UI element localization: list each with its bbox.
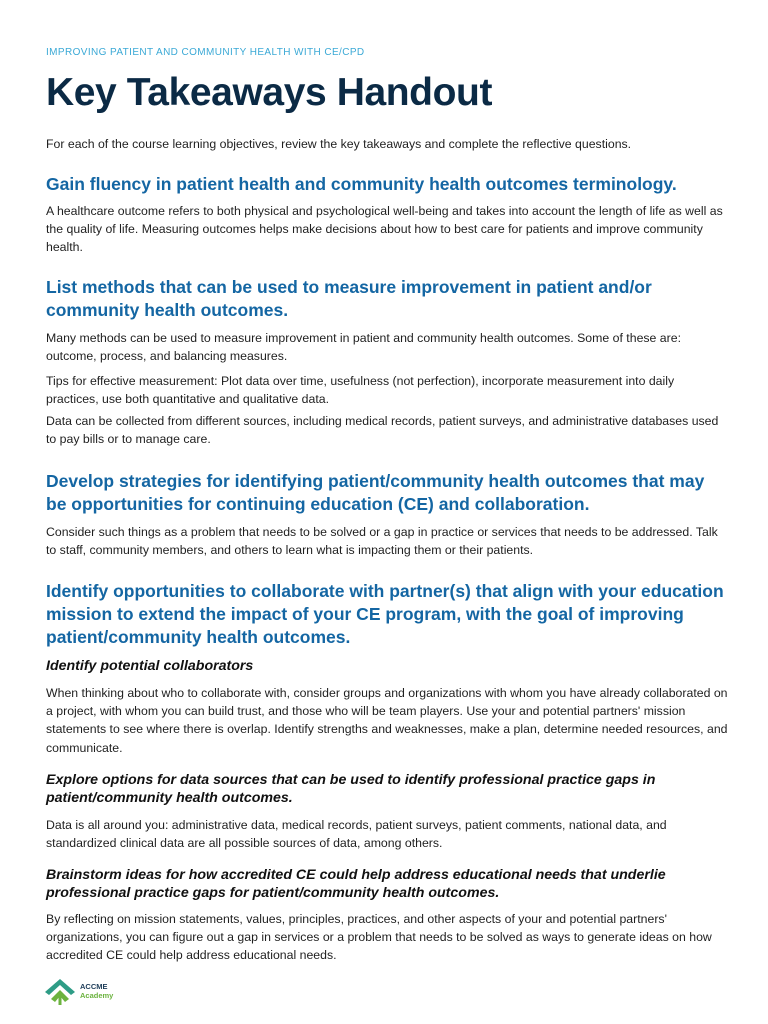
subsection-1-text: When thinking about who to collaborate with, consider groups and organizations with whom you have already collaborated on a project, with whom you can build trust, and those who will be team players. Use your and potential partners' mission statements to see where there is overlap. Identify strengths and weaknesses, make a plan, determine needed resources, and communicate.	[46, 686, 728, 755]
page-title: Key Takeaways Handout	[46, 71, 493, 114]
objective-2-heading: List methods that can be used to measure improvement in patient and/or community health outcomes.	[46, 277, 652, 320]
objective-2-text-2: Tips for effective measurement: Plot data over time, usefulness (not perfection), incorporate measurement into daily practices, use both quantitative and qualitative data.	[46, 374, 675, 407]
subsection-2-heading: Explore options for data sources that can be used to identify professional practice gaps in patient/community health outcomes.	[46, 772, 656, 806]
objective-3-text: Consider such things as a problem that needs to be solved or a gap in practice or services that needs to be addressed. Talk to staff, community members, and others to learn what is impacting them or their patients.	[46, 525, 718, 558]
objective-2-text-1: Many methods can be used to measure improvement in patient and community health outcomes. Some of these are: outcome, process, and balancing measures.	[46, 331, 681, 364]
logo-line-accme: ACCME	[80, 982, 108, 991]
objective-3-heading: Develop strategies for identifying patient/community health outcomes that may be opportunities for continuing education (CE) and collaboration.	[46, 471, 705, 514]
objective-4-heading: Identify opportunities to collaborate with partner(s) that align with your education mission to extend the impact of your CE program, with the goal of improving patient/community health outcomes.	[46, 581, 724, 647]
course-eyebrow: IMPROVING PATIENT AND COMMUNITY HEALTH WITH CE/CPD	[46, 47, 365, 58]
subsection-2-text: Data is all around you: administrative data, medical records, patient surveys, patient comments, national data, and standardized clinical data are all possible sources of data, among others.	[46, 818, 667, 851]
accme-chevron-logo-icon	[44, 977, 76, 1005]
accme-academy-logo	[44, 977, 154, 1007]
subsection-3-text: By reflecting on mission statements, values, principles, practices, and other aspects of your and potential partners' organizations, you can figure out a gap in services or a problem that needs to be solved as ways to generate ideas on how accredited CE could help address educational needs.	[46, 912, 712, 963]
objective-2-text-3: Data can be collected from different sources, including medical records, patient surveys, and administrative databases used to pay bills or to manage care.	[46, 414, 719, 447]
logo-line-academy: Academy	[80, 991, 114, 1000]
subsection-1-heading: Identify potential collaborators	[46, 658, 254, 674]
subsection-3-heading: Brainstorm ideas for how accredited CE could help address educational needs that underlie professional practice gaps for patient/community health outcomes.	[46, 867, 666, 901]
objective-1-heading: Gain fluency in patient health and community health outcomes terminology.	[46, 174, 677, 194]
intro-text: For each of the course learning objectives, review the key takeaways and complete the reflective questions.	[46, 137, 632, 151]
logo-wordmark	[80, 982, 113, 1000]
objective-1-text: A healthcare outcome refers to both physical and psychological well-being and takes into account the length of life as well as the quality of life. Measuring outcomes helps make decisions about how to best care for patients and improve community health.	[46, 204, 723, 255]
